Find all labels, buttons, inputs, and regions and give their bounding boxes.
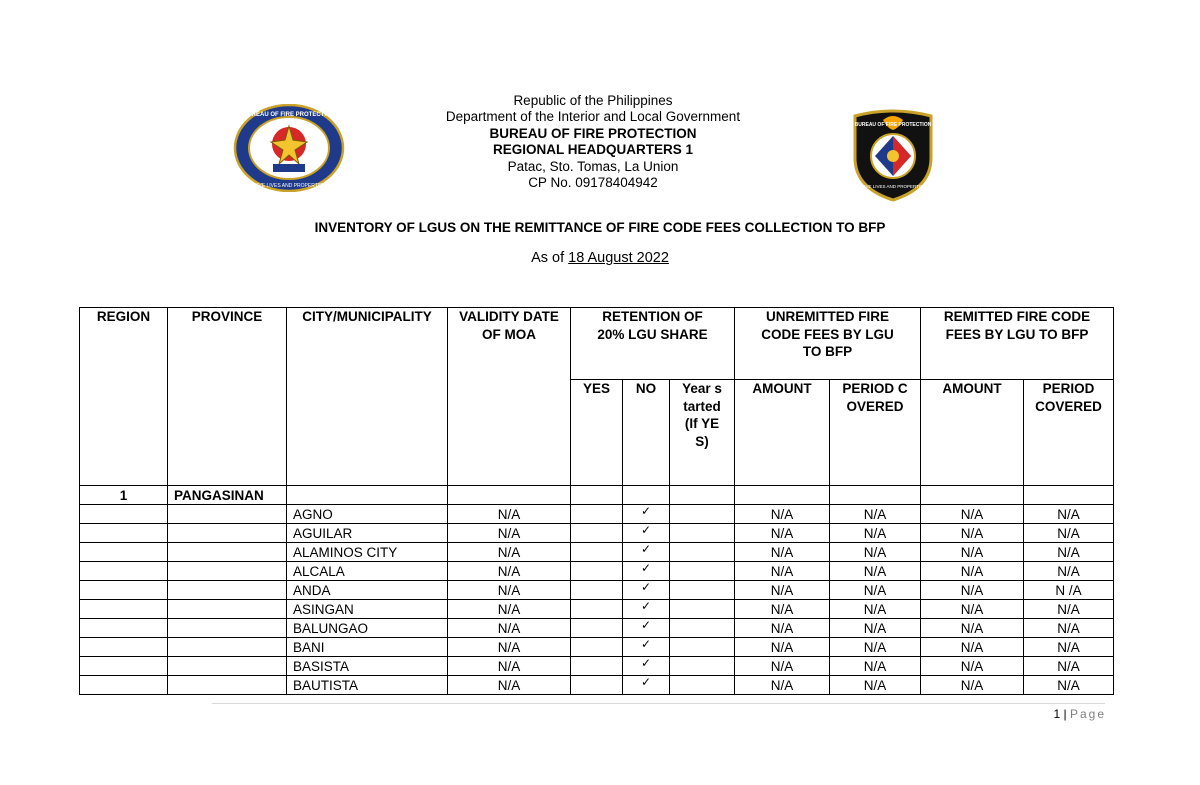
table-row (80, 676, 1114, 695)
year-started-cell (670, 657, 735, 676)
region-number: 1 (80, 486, 168, 505)
year-started-cell (670, 562, 735, 581)
yes-cell (571, 562, 623, 581)
city-cell: ALAMINOS CITY (287, 543, 448, 562)
svg-text:BUREAU OF FIRE PROTECTION: BUREAU OF FIRE PROTECTION (854, 122, 932, 128)
region-cell (80, 638, 168, 657)
check-icon: ✓ (640, 675, 652, 689)
yes-cell (571, 657, 623, 676)
footer-divider (212, 703, 1105, 704)
no-check-icon (623, 600, 670, 619)
table-row (80, 562, 1114, 581)
region-cell (80, 524, 168, 543)
region-cell (80, 581, 168, 600)
validity-cell: N/A (448, 676, 571, 695)
check-icon: ✓ (640, 637, 652, 651)
validity-cell: N/A (448, 657, 571, 676)
header-unremitted-period: PERIOD COVERED (830, 380, 921, 486)
remitted-amount-cell: N/A (921, 543, 1024, 562)
validity-cell: N/A (448, 638, 571, 657)
unremitted-amount-cell: N/A (735, 562, 830, 581)
no-check-icon (623, 638, 670, 657)
city-cell: BASISTA (287, 657, 448, 676)
unremitted-amount-cell: N/A (735, 600, 830, 619)
year-started-cell (670, 619, 735, 638)
yes-cell (571, 600, 623, 619)
city-cell: BANI (287, 638, 448, 657)
no-check-icon (623, 543, 670, 562)
page-separator: | (1060, 707, 1070, 721)
remitted-period-cell: N /A (1024, 581, 1114, 600)
check-icon: ✓ (640, 504, 652, 518)
no-check-icon (623, 562, 670, 581)
check-icon: ✓ (640, 599, 652, 613)
svg-text:SAVE LIVES AND PROPERTIES: SAVE LIVES AND PROPERTIES (252, 183, 326, 189)
province-name: PANGASINAN (168, 486, 287, 505)
unremitted-period-cell: N/A (830, 676, 921, 695)
unremitted-amount-cell: N/A (735, 581, 830, 600)
province-cell (168, 505, 287, 524)
remitted-period-cell: N/A (1024, 562, 1114, 581)
check-icon: ✓ (640, 523, 652, 537)
validity-cell: N/A (448, 543, 571, 562)
region-cell (80, 600, 168, 619)
province-cell (168, 657, 287, 676)
unremitted-period-cell: N/A (830, 619, 921, 638)
header-city: CITY/MUNICIPALITY (287, 308, 448, 486)
region-cell (80, 505, 168, 524)
page-number-value: 1 (1053, 707, 1061, 721)
unremitted-period-cell: N/A (830, 581, 921, 600)
region-cell (80, 562, 168, 581)
unremitted-period-cell: N/A (830, 600, 921, 619)
yes-cell (571, 505, 623, 524)
check-icon: ✓ (640, 542, 652, 556)
unremitted-amount-cell: N/A (735, 619, 830, 638)
header-remitted-amount: AMOUNT (921, 380, 1024, 486)
unremitted-amount-cell: N/A (735, 638, 830, 657)
letterhead (393, 93, 793, 191)
header-remitted-period: PERIOD COVERED (1024, 380, 1114, 486)
no-check-icon (623, 676, 670, 695)
unremitted-amount-cell: N/A (735, 543, 830, 562)
letterhead-address: Patac, Sto. Tomas, La Union (507, 158, 679, 174)
check-icon: ✓ (640, 561, 652, 575)
year-started-cell (670, 524, 735, 543)
no-check-icon (623, 505, 670, 524)
yes-cell (571, 619, 623, 638)
no-check-icon (623, 524, 670, 543)
remitted-period-cell: N/A (1024, 524, 1114, 543)
unremitted-period-cell: N/A (830, 657, 921, 676)
svg-text:SAVE LIVES AND PROPERTIES: SAVE LIVES AND PROPERTIES (859, 184, 927, 189)
remitted-period-cell: N/A (1024, 600, 1114, 619)
year-started-cell (670, 505, 735, 524)
remitted-amount-cell: N/A (921, 600, 1024, 619)
unremitted-amount-cell: N/A (735, 657, 830, 676)
unremitted-period-cell: N/A (830, 562, 921, 581)
yes-cell (571, 676, 623, 695)
province-cell (168, 638, 287, 657)
table-row (80, 657, 1114, 676)
validity-cell: N/A (448, 562, 571, 581)
remitted-amount-cell: N/A (921, 524, 1024, 543)
no-check-icon (623, 619, 670, 638)
as-of-prefix: As of (531, 250, 569, 266)
inventory-table (79, 307, 1114, 695)
remitted-period-cell: N/A (1024, 657, 1114, 676)
validity-cell: N/A (448, 581, 571, 600)
city-cell: AGNO (287, 505, 448, 524)
table-row (80, 543, 1114, 562)
remitted-amount-cell: N/A (921, 657, 1024, 676)
year-started-cell (670, 581, 735, 600)
city-cell: BAUTISTA (287, 676, 448, 695)
as-of-date (450, 250, 750, 266)
municipality-rows (80, 505, 1114, 695)
city-cell: ANDA (287, 581, 448, 600)
province-cell (168, 600, 287, 619)
no-check-icon (623, 581, 670, 600)
as-of-date-value: 18 August 2022 (568, 250, 669, 266)
remitted-amount-cell: N/A (921, 676, 1024, 695)
header-retention: RETENTION OF 20% LGU SHARE (571, 308, 735, 380)
unremitted-period-cell: N/A (830, 638, 921, 657)
remitted-amount-cell: N/A (921, 638, 1024, 657)
table-row (80, 600, 1114, 619)
city-cell: BALUNGAO (287, 619, 448, 638)
table-row (80, 638, 1114, 657)
validity-cell: N/A (448, 524, 571, 543)
no-check-icon (623, 657, 670, 676)
header-yes: YES (571, 380, 623, 486)
header-unremitted: UNREMITTED FIRE CODE FEES BY LGU TO BFP (735, 308, 921, 380)
yes-cell (571, 543, 623, 562)
remitted-amount-cell: N/A (921, 581, 1024, 600)
region-cell (80, 657, 168, 676)
unremitted-period-cell: N/A (830, 524, 921, 543)
city-cell: ALCALA (287, 562, 448, 581)
region-cell (80, 676, 168, 695)
table-row (80, 581, 1114, 600)
bfp-shield-badge-icon (845, 106, 941, 202)
letterhead-regional-hq: REGIONAL HEADQUARTERS 1 (492, 142, 694, 158)
header-province: PROVINCE (168, 308, 287, 486)
header-remitted: REMITTED FIRE CODE FEES BY LGU TO BFP (921, 308, 1114, 380)
header-year-started: Year started (If YES) (670, 380, 735, 486)
unremitted-period-cell: N/A (830, 543, 921, 562)
province-cell (168, 619, 287, 638)
validity-cell: N/A (448, 619, 571, 638)
check-icon: ✓ (640, 656, 652, 670)
letterhead-department: Department of the Interior and Local Government (445, 109, 741, 125)
unremitted-amount-cell: N/A (735, 505, 830, 524)
unremitted-period-cell: N/A (830, 505, 921, 524)
document-title: INVENTORY OF LGUS ON THE REMITTANCE OF FIRE CODE FEES COLLECTION TO BFP (314, 220, 886, 235)
remitted-period-cell: N/A (1024, 676, 1114, 695)
province-cell (168, 676, 287, 695)
bfp-seal-icon (233, 104, 345, 192)
region-cell (80, 619, 168, 638)
svg-text:BUREAU OF FIRE PROTECTION: BUREAU OF FIRE PROTECTION (242, 112, 336, 118)
yes-cell (571, 524, 623, 543)
letterhead-bureau: BUREAU OF FIRE PROTECTION (489, 125, 697, 141)
page-number (1053, 707, 1106, 721)
remitted-period-cell: N/A (1024, 619, 1114, 638)
region-cell (80, 543, 168, 562)
year-started-cell (670, 676, 735, 695)
city-cell: ASINGAN (287, 600, 448, 619)
yes-cell (571, 638, 623, 657)
province-row (80, 486, 1114, 505)
letterhead-contact: CP No. 09178404942 (528, 175, 658, 191)
remitted-period-cell: N/A (1024, 543, 1114, 562)
remitted-amount-cell: N/A (921, 562, 1024, 581)
header-no: NO (623, 380, 670, 486)
year-started-cell (670, 600, 735, 619)
table-row (80, 505, 1114, 524)
page-label: Page (1069, 707, 1106, 721)
header-region: REGION (80, 308, 168, 486)
year-started-cell (670, 638, 735, 657)
unremitted-amount-cell: N/A (735, 524, 830, 543)
year-started-cell (670, 543, 735, 562)
header-validity: VALIDITY DATE OF MOA (448, 308, 571, 486)
unremitted-amount-cell: N/A (735, 676, 830, 695)
table-row (80, 619, 1114, 638)
letterhead-republic: Republic of the Philippines (513, 93, 673, 108)
province-cell (168, 581, 287, 600)
remitted-amount-cell: N/A (921, 619, 1024, 638)
validity-cell: N/A (448, 505, 571, 524)
remitted-period-cell: N/A (1024, 638, 1114, 657)
yes-cell (571, 581, 623, 600)
check-icon: ✓ (640, 618, 652, 632)
province-cell (168, 524, 287, 543)
province-cell (168, 562, 287, 581)
check-icon: ✓ (640, 580, 652, 594)
remitted-amount-cell: N/A (921, 505, 1024, 524)
validity-cell: N/A (448, 600, 571, 619)
city-cell: AGUILAR (287, 524, 448, 543)
remitted-period-cell: N/A (1024, 505, 1114, 524)
table-row (80, 524, 1114, 543)
province-cell (168, 543, 287, 562)
header-unremitted-amount: AMOUNT (735, 380, 830, 486)
